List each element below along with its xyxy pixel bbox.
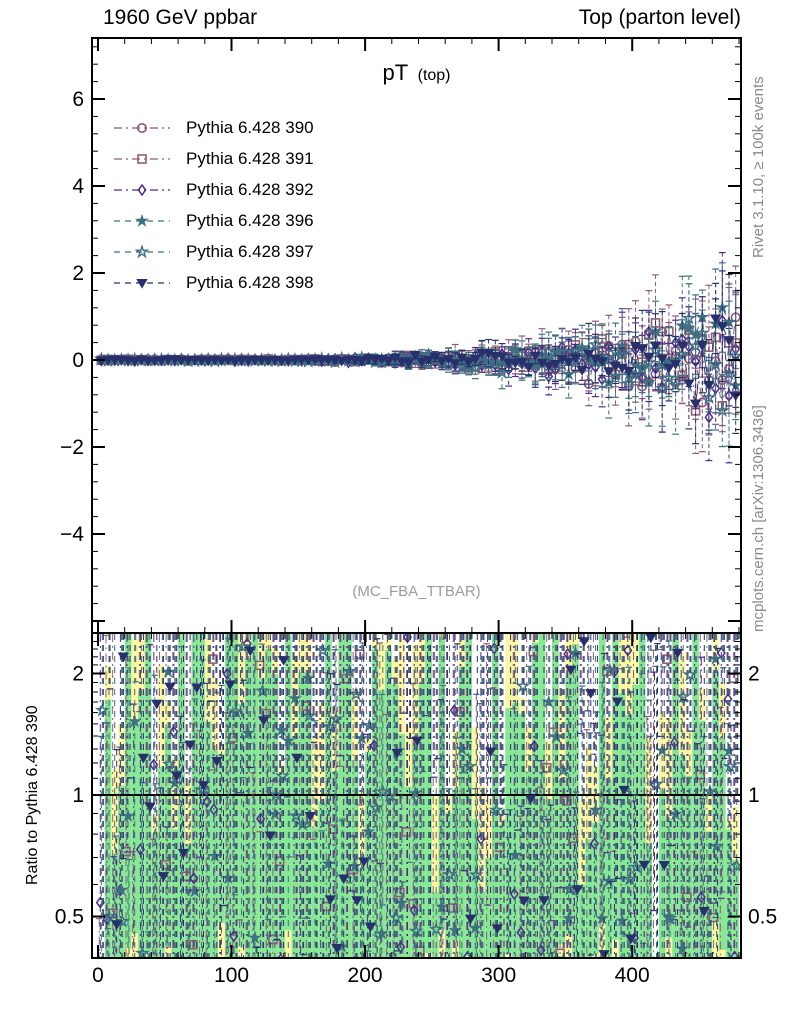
analysis-watermark: (MC_FBA_TTBAR): [352, 583, 481, 600]
x-tick-label: 0: [92, 964, 104, 987]
main-y-tick-label: 4: [72, 175, 84, 198]
open-star-legend-icon: [113, 244, 171, 260]
rivet-version-note: Rivet 3.1.10, ≥ 100k events: [750, 76, 767, 258]
x-tick-label: 300: [481, 964, 517, 987]
ratio-y-tick-label-left: 1: [72, 784, 84, 807]
plot-title: [92, 60, 741, 86]
legend-item-label: Pythia 6.428 396: [186, 210, 314, 230]
main-y-tick-label: 0: [72, 349, 84, 372]
header-process-label: Top (parton level): [578, 6, 741, 29]
legend-item: [113, 267, 314, 298]
legend-item-label: Pythia 6.428 398: [186, 272, 314, 292]
main-y-tick-label: −4: [60, 523, 84, 546]
open-square-legend-icon: [113, 151, 171, 167]
legend-item-label: Pythia 6.428 397: [186, 241, 314, 261]
x-tick-label: 400: [614, 964, 650, 987]
legend-item: [113, 174, 314, 205]
main-y-tick-label: −2: [60, 436, 84, 459]
ratio-y-tick-label-right: 2: [748, 662, 760, 686]
mcplots-arxiv-note: mcplots.cern.ch [arXiv:1306.3436]: [750, 405, 767, 632]
filled-star-legend-icon: [113, 213, 171, 229]
x-tick-label: 200: [347, 964, 383, 987]
plot-title-main: pT: [382, 60, 409, 85]
legend-item: [113, 236, 314, 267]
open-circle-legend-icon: [113, 120, 171, 136]
legend-item: [113, 143, 314, 174]
x-tick-label: 100: [214, 964, 250, 987]
legend-item: [113, 112, 314, 143]
filled-triangle-down-legend-icon: [113, 275, 171, 291]
ratio-y-tick-label-left: 2: [72, 662, 84, 686]
ratio-y-tick-label-left: 0.5: [54, 905, 84, 929]
ratio-y-tick-label-right: 0.5: [748, 905, 778, 929]
plot-title-qualifier: (top): [417, 67, 451, 84]
main-y-tick-label: 6: [72, 88, 84, 111]
header-beam-energy: 1960 GeV ppbar: [103, 6, 258, 29]
legend-item-label: Pythia 6.428 392: [186, 179, 314, 199]
legend-item-label: Pythia 6.428 391: [186, 148, 314, 168]
open-diamond-legend-icon: [113, 182, 171, 198]
ratio-y-tick-label-right: 1: [748, 784, 760, 807]
ratio-y-axis-label: Ratio to Pythia 6.428 390: [24, 705, 41, 885]
legend: [113, 112, 314, 298]
main-y-tick-label: 2: [72, 262, 84, 285]
legend-item: [113, 205, 314, 236]
legend-item-label: Pythia 6.428 390: [186, 117, 314, 137]
